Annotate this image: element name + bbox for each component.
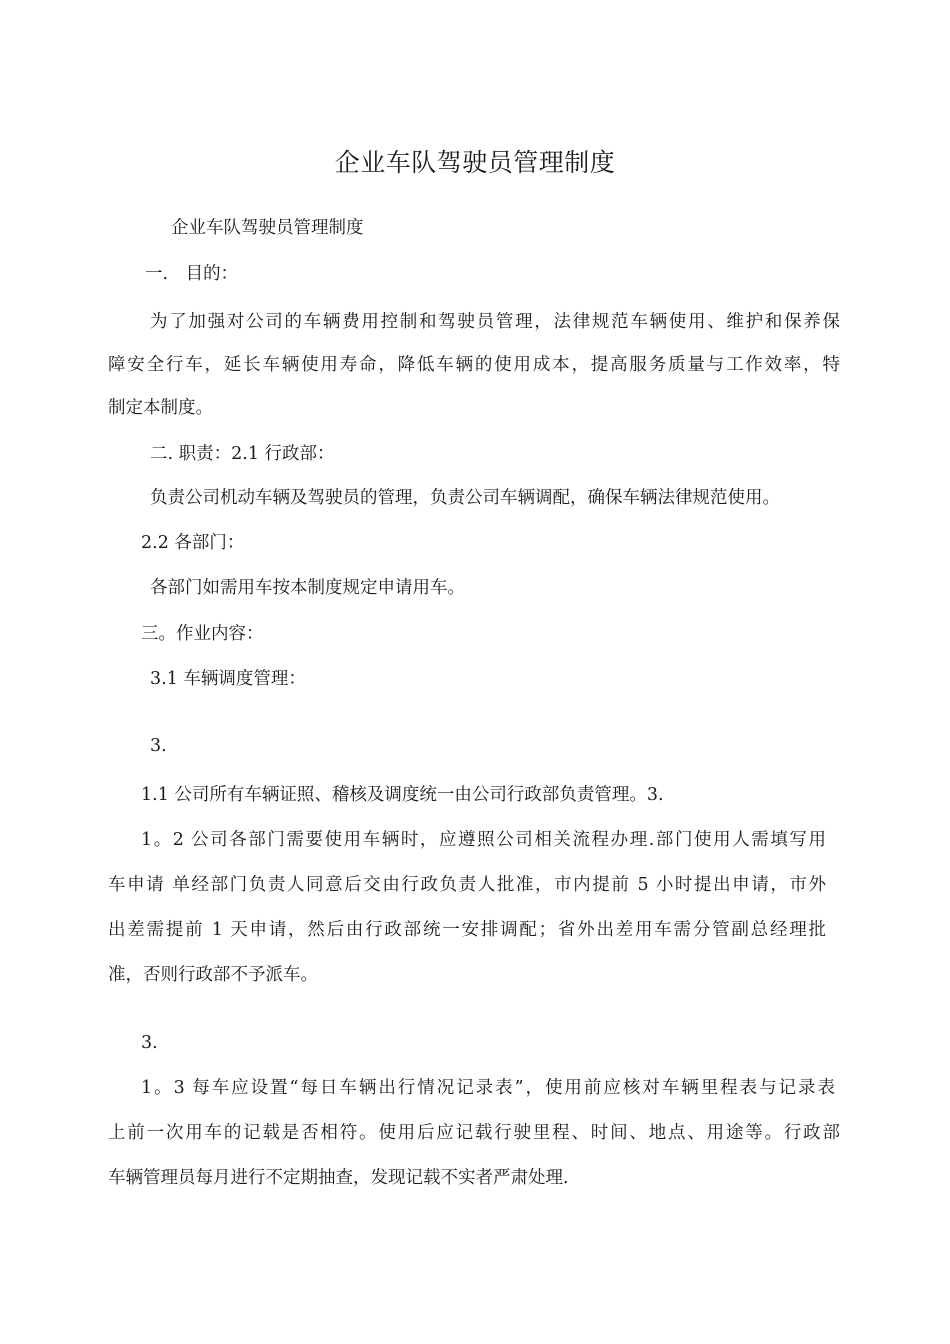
document-title: 企业车队驾驶员管理制度 bbox=[334, 148, 616, 177]
paragraph-line: 准，否则行政部不予派车。 bbox=[108, 965, 318, 985]
paragraph-line: 出差需提前 1 天申请，然后由行政部统一安排调配；省外出差用车需分管副总经理批 bbox=[108, 920, 826, 940]
paragraph-line: 车辆管理员每月进行不定期抽查，发现记载不实者严肃处理. bbox=[108, 1168, 569, 1188]
paragraph-line: 3. bbox=[150, 736, 167, 756]
paragraph-line: 各部门如需用车按本制度规定申请用车。 bbox=[150, 578, 465, 598]
paragraph-line: 车申请 单经部门负责人同意后交由行政负责人批准，市内提前 5 小时提出申请，市外 bbox=[108, 875, 826, 895]
section-heading-duties: 二. 职责：2.1 行政部： bbox=[150, 444, 335, 464]
paragraph-line: 障安全行车，延长车辆使用寿命，降低车辆的使用成本，提高服务质量与工作效率，特 bbox=[108, 355, 840, 375]
subsection-heading: 3.1 车辆调度管理： bbox=[150, 669, 306, 689]
paragraph-line: 1。3 每车应设置“每日车辆出行情况记录表”，使用前应核对车辆里程表与记录表 bbox=[141, 1078, 835, 1098]
document-subtitle: 企业车队驾驶员管理制度 bbox=[171, 218, 364, 238]
paragraph-line: 1。2 公司各部门需要使用车辆时，应遵照公司相关流程办理.部门使用人需填写用 bbox=[141, 830, 826, 850]
paragraph-line: 3. bbox=[141, 1033, 158, 1053]
section-heading-purpose: 一. 目的： bbox=[145, 264, 239, 284]
paragraph-line: 为了加强对公司的车辆费用控制和驾驶员管理，法律规范车辆使用、维护和保养保 bbox=[150, 312, 840, 332]
paragraph-line: 1.1 公司所有车辆证照、稽核及调度统一由公司行政部负责管理。3. bbox=[141, 785, 664, 805]
paragraph-line: 制定本制度。 bbox=[108, 398, 213, 418]
paragraph-line: 负责公司机动车辆及驾驶员的管理，负责公司车辆调配，确保车辆法律规范使用。 bbox=[150, 488, 780, 508]
paragraph-line: 上前一次用车的记载是否相符。使用后应记载行驶里程、时间、地点、用途等。行政部 bbox=[108, 1123, 840, 1143]
subsection-heading: 2.2 各部门： bbox=[141, 533, 245, 553]
section-heading-content: 三。作业内容： bbox=[141, 624, 264, 644]
